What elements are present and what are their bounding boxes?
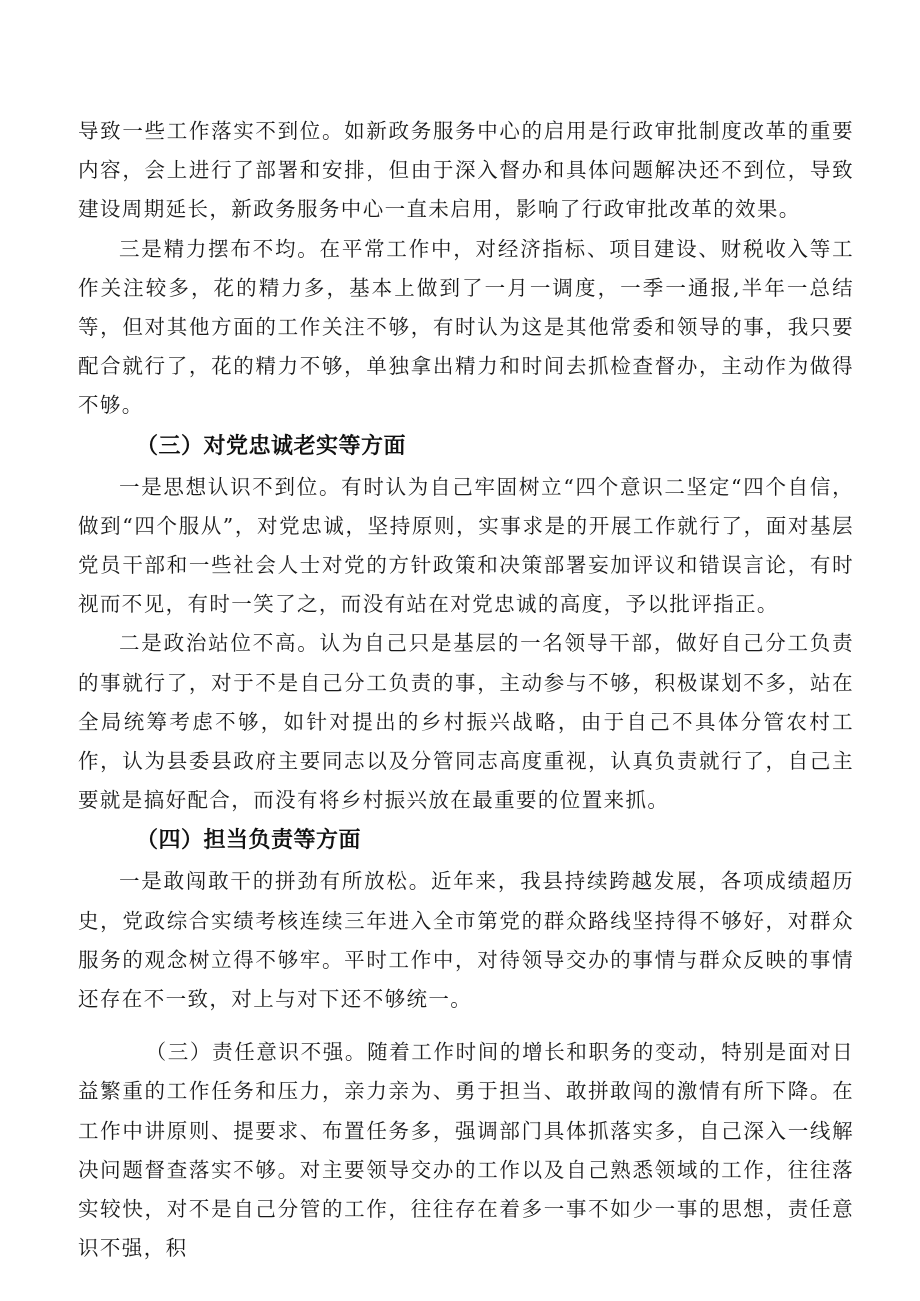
paragraph-4: 二是政治站位不高。认为自己只是基层的一名领导干部，做好自己分工负责的事就行了，对于不是自己分工负责的事，主动参与不够，积极谋划不多，站在全局统筹考虑不够，如针对提出的乡村振兴战略，由于自己不具体分管农村工作，认为县委县政府主要同志以及分管同志高度重视，认真负责就行了，自己主要就是搞好配合，而没有将乡村振兴放在最重要的位置来抓。 <box>78 631 854 813</box>
section-heading-4: （四）担当负责等方面 <box>136 828 362 854</box>
paragraph-1: 导致一些工作落实不到位。如新政务服务中心的启用是行政审批制度改革的重要内容，会上进行了部署和安排，但由于深入督办和具体问题解决还不到位，导致建设周期延长，新政务服务中心一直未启用，影响了行政审批改革的效果。 <box>78 119 854 222</box>
section-heading-3: （三）对党忠诚老实等方面 <box>136 433 407 459</box>
paragraph-5: 一是敢闯敢干的拼劲有所放松。近年来，我县持续跨越发展，各项成绩超历史，党政综合实绩考核连续三年进入全市第党的群众路线坚持得不够好，对群众服务的观念树立得不够牢。平时工作中，对待领导交办的事情与群众反映的事情还存在不一致，对上与对下还不够统一。 <box>78 869 854 1012</box>
paragraph-3: 一是思想认识不到位。有时认为自己牢固树立“四个意识二坚定“四个自信，做到“四个服从”，对党忠诚，坚持原则，实事求是的开展工作就行了，面对基层党员干部和一些社会人士对党的方针政策和决策部署妄加评议和错误言论，有时视而不见，有时一笑了之，而没有站在对党忠诚的高度，予以批评指正。 <box>78 474 854 617</box>
paragraph-2: 三是精力摆布不均。在平常工作中，对经济指标、项目建设、财税收入等工作关注较多，花的精力多，基本上做到了一月一调度，一季一通报,半年一总结等，但对其他方面的工作关注不够，有时认为这是其他常委和领导的事，我只要配合就行了，花的精力不够，单独拿出精力和时间去抓检查督办，主动作为做得不够。 <box>78 236 854 418</box>
paragraph-6: （三）责任意识不强。随着工作时间的增长和职务的变动，特别是面对日益繁重的工作任务和压力，亲力亲为、勇于担当、敢拼敢闯的激情有所下降。在工作中讲原则、提要求、布置任务多，强调部门具体抓落实多，自己深入一线解决问题督查落实不够。对主要领导交办的工作以及自己熟悉领域的工作，往往落实较快，对不是自己分管的工作，往往存在着多一事不如少一事的思想，责任意识不强，积 <box>78 1040 854 1261</box>
